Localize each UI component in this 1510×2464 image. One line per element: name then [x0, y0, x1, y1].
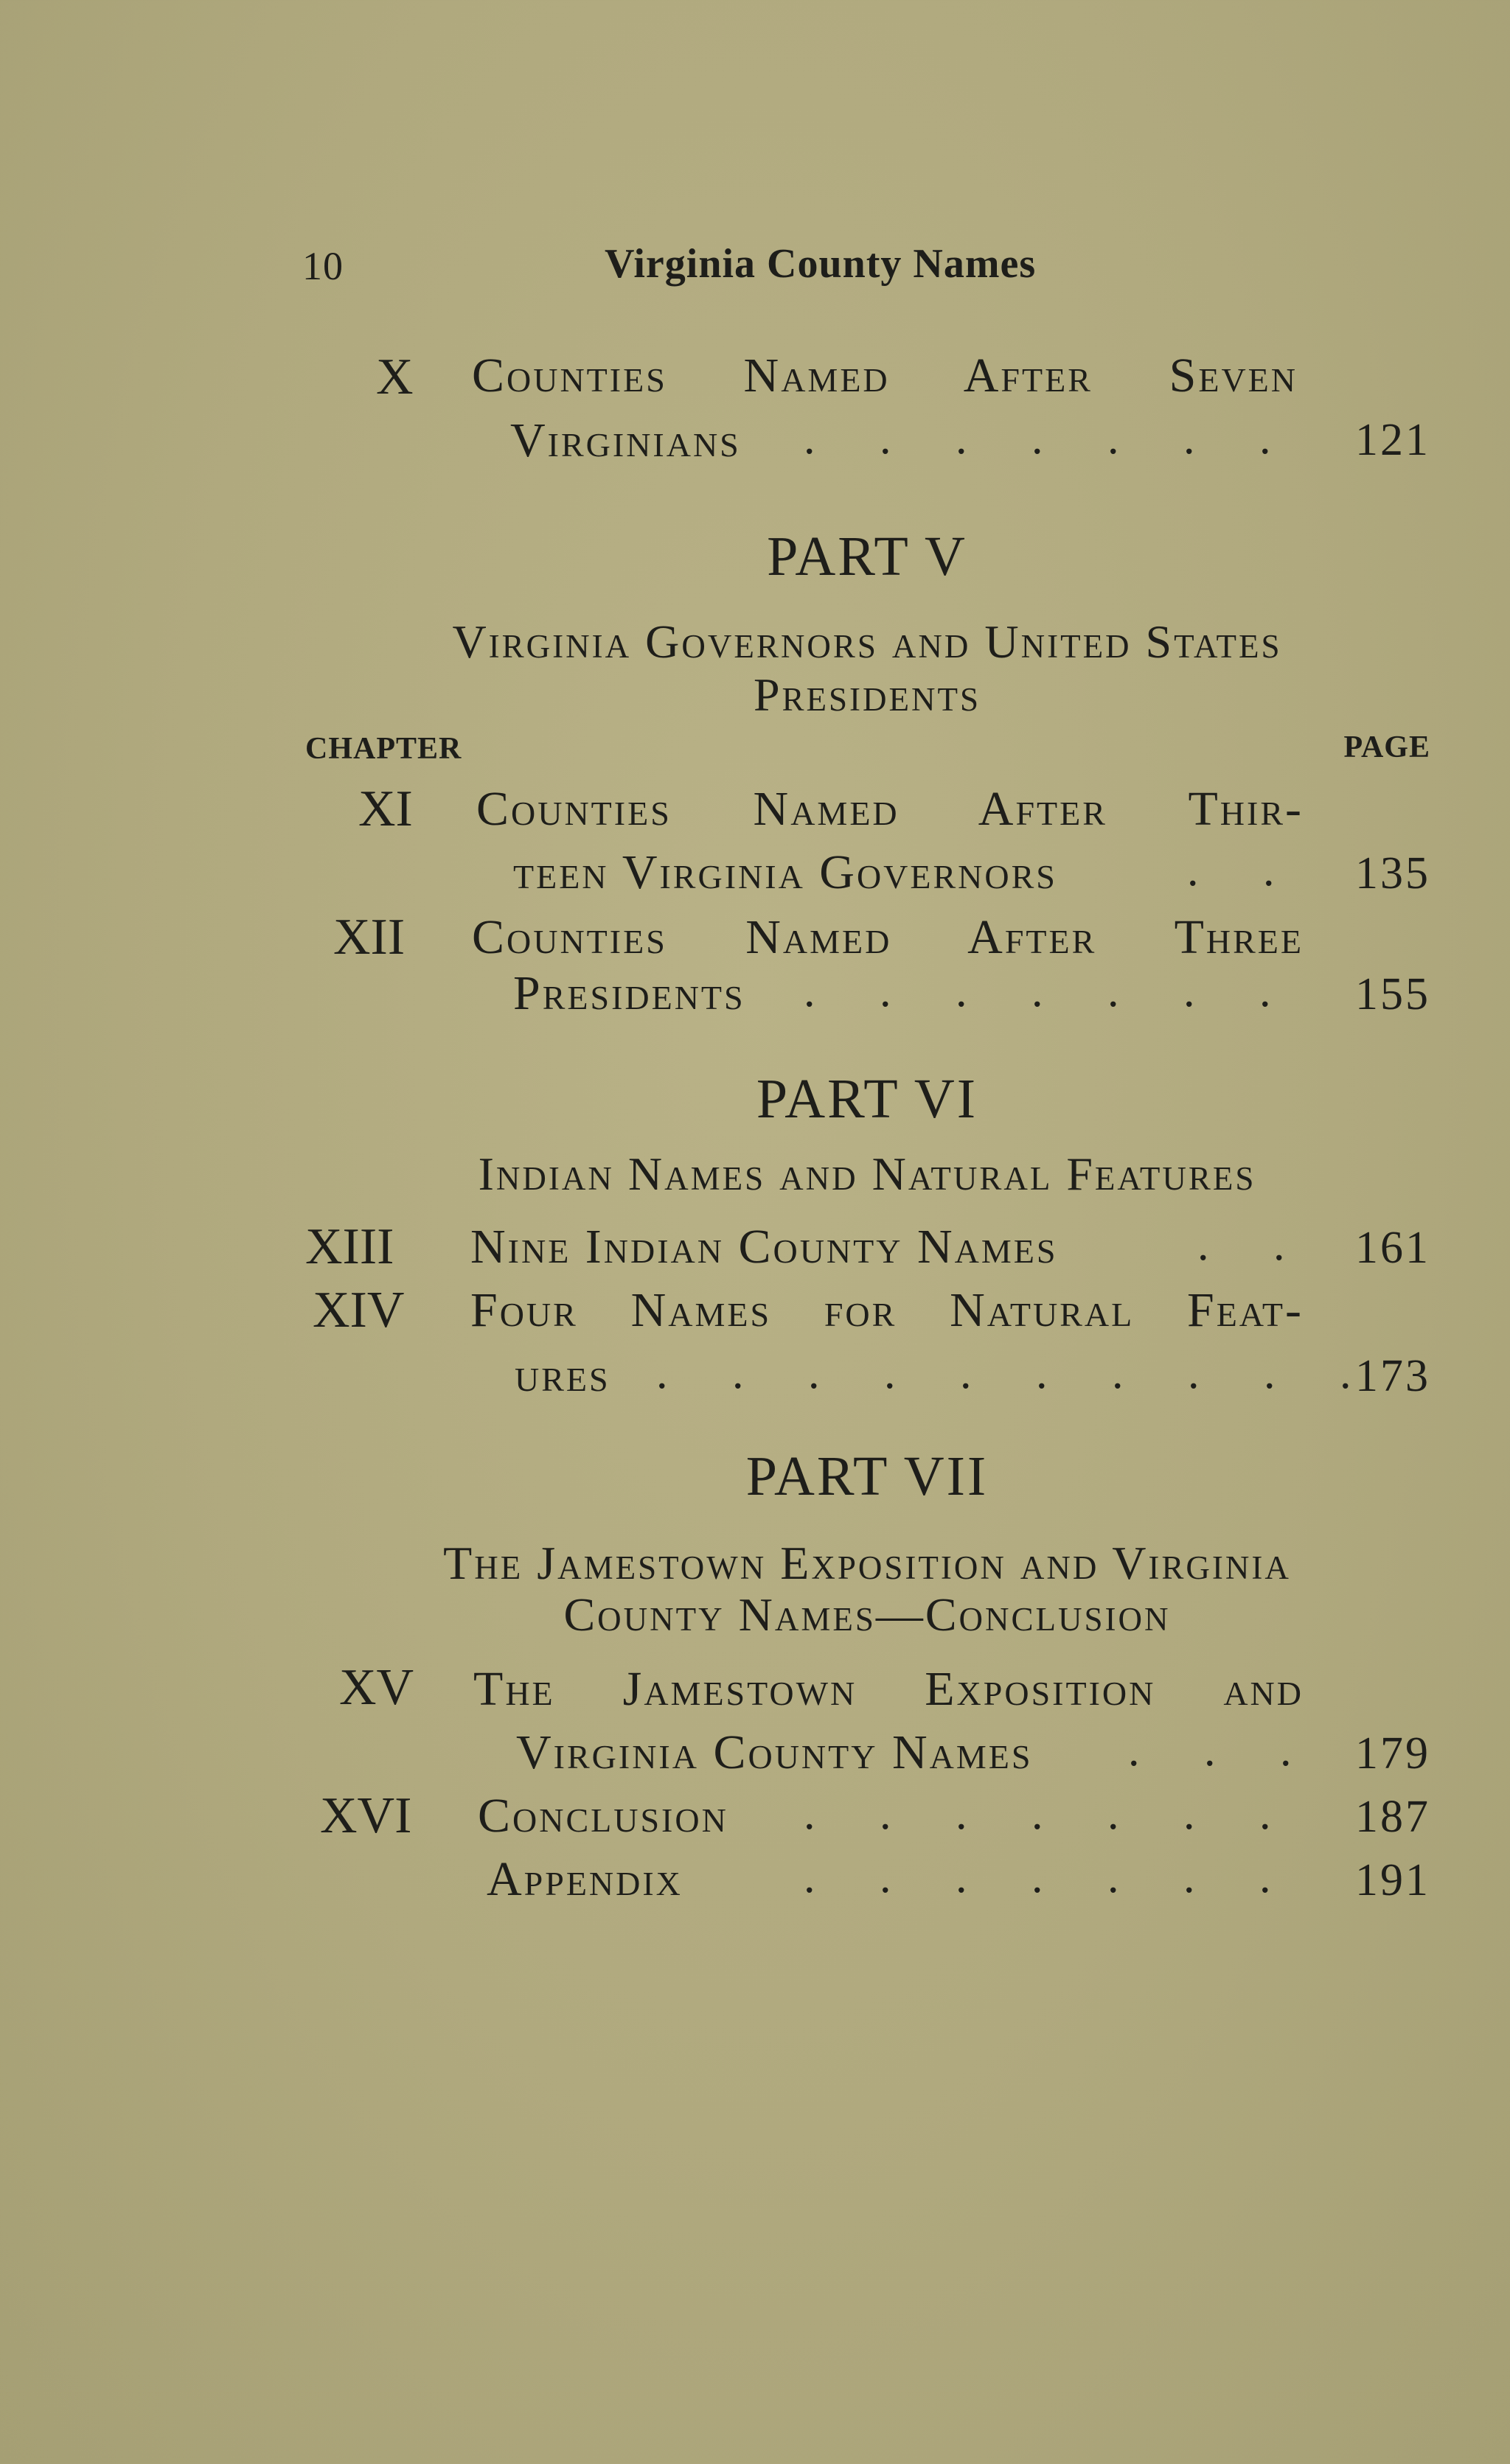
- part-heading: PART V: [767, 526, 967, 587]
- chapter-roman: XV: [339, 1659, 414, 1716]
- part-subtitle: Presidents: [753, 669, 981, 721]
- chapter-roman: XIV: [313, 1282, 405, 1339]
- chapter-column-label: CHAPTER: [305, 732, 462, 766]
- part-subtitle: Virginia Governors and United States: [452, 615, 1282, 668]
- dot-leader: . . . . . . .: [804, 1789, 1298, 1839]
- chapter-title-line: ures: [515, 1348, 610, 1402]
- chapter-page: 135: [1355, 848, 1430, 898]
- dot-leader: . . . . . . .: [804, 1852, 1298, 1902]
- dot-leader: . . . . . . . . . .: [656, 1348, 1378, 1398]
- chapter-page: 187: [1355, 1792, 1430, 1842]
- chapter-page: 121: [1355, 415, 1430, 465]
- part-subtitle: County Names—Conclusion: [563, 1588, 1171, 1641]
- part-heading: PART VII: [745, 1445, 989, 1507]
- chapter-page: 179: [1355, 1728, 1430, 1779]
- chapter-page: 161: [1355, 1223, 1430, 1273]
- chapter-title-line: The Jamestown Exposition and: [473, 1662, 1304, 1716]
- dot-leader: . . . . . . .: [804, 966, 1298, 1016]
- chapter-title-line: Counties Named After Thir-: [476, 782, 1304, 836]
- chapter-title-line: teen Virginia Governors: [513, 845, 1057, 899]
- chapter-title-line: Presidents: [513, 966, 745, 1020]
- chapter-title-line: Counties Named After Three: [472, 910, 1304, 964]
- part-subtitle: Indian Names and Natural Features: [478, 1148, 1256, 1200]
- chapter-page: 155: [1355, 969, 1430, 1019]
- chapter-title-line: Conclusion: [478, 1789, 728, 1843]
- chapter-page: 191: [1355, 1855, 1430, 1905]
- part-heading: PART VI: [756, 1068, 978, 1130]
- running-title: Virginia County Names: [605, 241, 1037, 287]
- dot-leader: . . . . . . .: [804, 413, 1298, 464]
- chapter-title-line: Four Names for Natural Feat-: [470, 1283, 1304, 1337]
- dot-leader: . .: [1187, 845, 1301, 896]
- chapter-roman: XVI: [320, 1787, 412, 1844]
- chapter-title-line: Virginians: [510, 413, 741, 467]
- chapter-title-line: Counties Named After Seven: [472, 349, 1298, 402]
- chapter-title-line: Virginia County Names: [516, 1725, 1033, 1779]
- chapter-roman: XIII: [305, 1218, 394, 1275]
- dot-leader: . . .: [1128, 1725, 1318, 1776]
- chapter-roman: XI: [358, 781, 413, 837]
- chapter-roman: X: [376, 349, 414, 405]
- page-number: 10: [302, 244, 344, 288]
- chapter-roman: XII: [333, 909, 406, 966]
- chapter-title-line: Nine Indian County Names: [470, 1220, 1058, 1274]
- chapter-page: 173: [1355, 1351, 1430, 1401]
- chapter-title-line: Appendix: [487, 1852, 683, 1906]
- page-column-label: PAGE: [1343, 730, 1430, 764]
- dot-leader: . .: [1197, 1220, 1312, 1270]
- part-subtitle: The Jamestown Exposition and Virginia: [443, 1537, 1291, 1589]
